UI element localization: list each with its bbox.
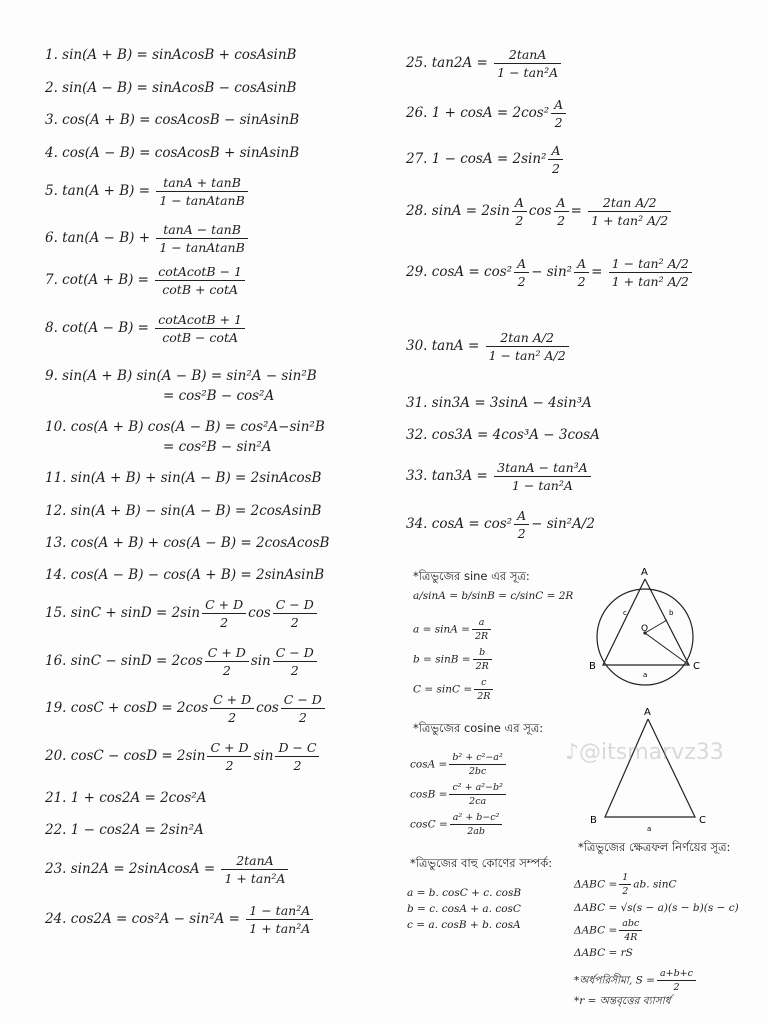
label-side-b: b — [669, 609, 674, 617]
sine-row-c: C = sinC = $\frac{c}{2R}$ — [413, 677, 495, 702]
formula-7: 7. cot(A + B) = $\frac{\text{cotAcotB − 1}}{\cot B + \cot A}$ — [45, 264, 247, 297]
label-side-c: c — [623, 609, 627, 617]
projection-line-b: b = c. cosA + a. cosC — [407, 903, 521, 915]
area-line-4: ΔABC = rS — [574, 947, 633, 959]
radius-line-2 — [645, 620, 667, 633]
area-line-5: *অর্ধপরিসীমা, S = $\frac{a+b+c}{2}$ — [574, 968, 698, 993]
triangle-abc-2 — [605, 719, 695, 817]
formula-19: 19. cosC + cosD = 2cos $\frac{C + D}{2}$ cos $\frac{C - D}{2}$ — [45, 692, 327, 725]
formula-9-line1: 9. sin(A + B) sin(A − B) = sin²A − sin²B — [45, 368, 317, 384]
label-side-a: a — [643, 671, 648, 679]
label-C: C — [693, 661, 700, 672]
formula-23: 23. sin2A = 2sinAcosA = $\frac{2\tan A}{\text{1 + tan²A}}$ — [45, 853, 290, 886]
area-line-1: ΔABC = $\frac{1}{2}$ ab. sinC — [574, 872, 677, 897]
formula-12: 12. sin(A + B) − sin(A − B) = 2cosAsinB — [45, 503, 322, 519]
label-C: C — [699, 815, 706, 826]
formula-16: 16. sinC − sinD = 2cos $\frac{C + D}{2}$ sin $\frac{C - D}{2}$ — [45, 645, 319, 678]
formula-34: 34. cosA = cos² $\frac{A}{2}$ − sin²A/2 — [406, 508, 595, 541]
sine-rule-ratio: a/sinA = b/sinB = c/sinC = 2R — [413, 590, 574, 602]
triangle-abc — [603, 579, 689, 665]
triangle-diagram — [585, 705, 715, 835]
area-heading: *ত্রিভুজের ক্ষেত্রফল নির্ণয়ের সূত্র: — [578, 840, 731, 854]
formula-2: 2. sin(A − B) = sinAcosB − cosAsinB — [45, 80, 297, 96]
formula-31: 31. sin3A = 3sinA − 4sin³A — [406, 395, 592, 411]
formula-27: 27. 1 − cosA = 2sin² $\frac{A}{2}$ — [406, 143, 565, 176]
formula-33: 33. tan3A = $\frac{\text{3tanA − tan³A}}{\text{1 − tan²A}}$ — [406, 460, 593, 493]
projection-line-a: a = b. cosC + c. cosB — [407, 887, 522, 899]
formula-30: 30. tanA = $\frac{\text{2tan A/2}}{\text{1 − tan² A/2}}$ — [406, 330, 571, 363]
cosine-row-c: cosC = $\frac{\text{a² + b−c²}}{2ab}$ — [410, 812, 504, 837]
formula-10-line2: = cos²B − sin²A — [163, 439, 272, 455]
formula-22: 22. 1 − cos2A = 2sin²A — [45, 822, 204, 838]
formula-32: 32. cos3A = 4cos³A − 3cosA — [406, 427, 600, 443]
sine-rule-heading: *ত্রিভুজের sine এর সূত্র: — [413, 569, 530, 583]
label-side-a: a — [647, 825, 652, 833]
projection-line-c: c = a. cosB + b. cosA — [407, 919, 521, 931]
formula-11: 11. sin(A + B) + sin(A − B) = 2sinAcosB — [45, 470, 322, 486]
formula-5: 5. tan(A + B) = $\frac{\tan A + \tan B}{\text{1 − tanAtanB}}$ — [45, 175, 250, 208]
formula-15: 15. sinC + sinD = 2sin $\frac{C + D}{2}$ cos $\frac{C - D}{2}$ — [45, 597, 319, 630]
label-A: A — [644, 707, 651, 718]
sine-row-a: a = sinA = $\frac{a}{2R}$ — [413, 617, 493, 642]
formula-4: 4. cos(A − B) = cosAcosB + sinAsinB — [45, 145, 300, 161]
area-line-6: *r = অন্তবৃত্তের ব্যাসার্ধ — [574, 995, 671, 1007]
formula-24: 24. cos2A = cos²A − sin²A = $\frac{\text{1 − tan²A}}{\text{1 + tan²A}}$ — [45, 903, 315, 936]
area-line-3: ΔABC = abc 4R — [574, 918, 644, 943]
formula-13: 13. cos(A + B) + cos(A − B) = 2cosAcosB — [45, 535, 330, 551]
formula-1: 1. sin(A + B) = sinAcosB + cosAsinB — [45, 47, 297, 63]
label-B: B — [589, 661, 596, 672]
cosine-row-a: cosA = $\frac{\text{b² + c²−a²}}{2bc}$ — [410, 752, 508, 777]
formula-20: 20. cosC − cosD = 2sin $\frac{C + D}{2}$ sin $\frac{D - C}{2}$ — [45, 740, 321, 773]
label-B: B — [590, 815, 597, 826]
formula-28: 28. sinA = 2sin $\frac{A}{2}$ cos $\frac{A}{2}$ = $\frac{\text{2tan A/2}}{\text{1 + tan² A/2}}$ — [406, 195, 673, 228]
cosine-rule-heading: *ত্রিভুজের cosine এর সূত্র: — [413, 721, 544, 735]
formula-25: 25. tan2A = $\frac{2\tan A}{\text{1 − tan²A}}$ — [406, 47, 563, 80]
cosine-row-b: cosB = $\frac{\text{c² + a²−b²}}{2ca}$ — [410, 782, 508, 807]
formula-8: 8. cot(A − B) = $\frac{\text{cotAcotB + 1}}{\cot B - \cot A}$ — [45, 312, 247, 345]
formula-21: 21. 1 + cos2A = 2cos²A — [45, 790, 207, 806]
label-A: A — [641, 567, 648, 578]
watermark: ♪@itsmarvz33 — [565, 740, 724, 765]
formula-9-line2: = cos²B − cos²A — [163, 388, 275, 404]
sine-row-b: b = sinB = $\frac{b}{2R}$ — [413, 647, 494, 672]
formula-3: 3. cos(A + B) = cosAcosB − sinAsinB — [45, 112, 300, 128]
area-line-2: ΔABC = √s(s − a)(s − b)(s − c) — [574, 902, 739, 914]
formula-26: 26. 1 + cosA = 2cos² $\frac{A}{2}$ — [406, 97, 568, 130]
radius-line — [645, 633, 689, 665]
formula-10-line1: 10. cos(A + B) cos(A − B) = cos²A−sin²B — [45, 419, 325, 435]
circumcircle-diagram — [585, 565, 715, 690]
formula-6: 6. tan(A − B) + $\frac{\tan A - \tan B}{\text{1 − tanAtanB}}$ — [45, 222, 250, 255]
label-O: O — [641, 624, 649, 634]
formula-14: 14. cos(A − B) − cos(A + B) = 2sinAsinB — [45, 567, 325, 583]
formula-29: 29. cosA = cos² $\frac{A}{2}$ − sin² $\frac{A}{2}$ = $\frac{\text{1 − tan² A/2}}{\text{1 + tan² A/2}}$ — [406, 256, 694, 289]
projection-heading: *ত্রিভুজের বাহু কোণের সম্পর্ক: — [410, 856, 553, 870]
